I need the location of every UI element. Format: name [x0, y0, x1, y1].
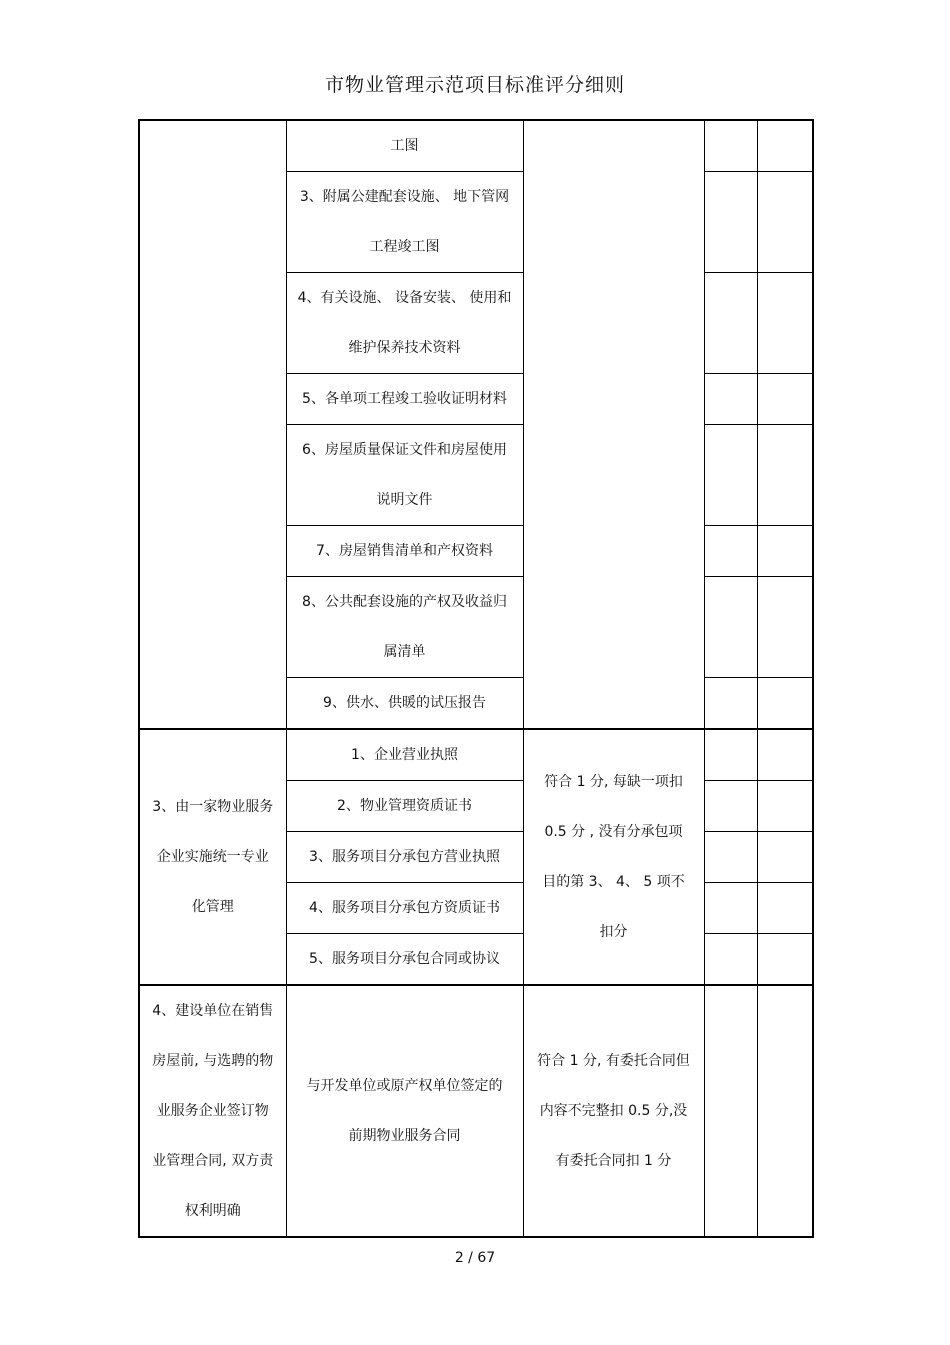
table-row: [139, 985, 813, 1237]
cell-line: 属清单: [383, 644, 426, 660]
page-number: 2 / 67: [454, 1250, 496, 1266]
score-cell: [704, 934, 757, 986]
score-cell: [704, 729, 757, 781]
item-cell: [286, 985, 523, 1237]
cell-line: 4、服务项目分承包方资质证书: [309, 900, 500, 916]
deduction-cell: [757, 425, 813, 526]
cell-line: 5、服务项目分承包合同或协议: [309, 951, 500, 967]
cell-line: 符合 1 分, 有委托合同但: [537, 1053, 690, 1069]
cell-line: 工程竣工图: [369, 239, 440, 255]
item-cell: [286, 729, 523, 781]
item-cell: [286, 273, 523, 374]
score-cell: [704, 172, 757, 273]
cell-line: 8、公共配套设施的产权及收益归: [302, 594, 507, 610]
cell-line: 企业实施统一专业: [156, 849, 269, 865]
criterion-cell: [139, 729, 286, 985]
cell-line: 有委托合同扣 1 分: [555, 1153, 672, 1169]
cell-line: 符合 1 分, 每缺一项扣: [544, 774, 683, 790]
cell-line: 扣分: [599, 924, 628, 940]
deduction-cell: [757, 883, 813, 934]
scoring-cell: [523, 729, 704, 985]
deduction-cell: [757, 374, 813, 425]
criterion-cell: [139, 120, 286, 729]
cell-line: 说明文件: [376, 492, 433, 508]
cell-line: 3、由一家物业服务: [152, 799, 274, 815]
score-cell: [704, 781, 757, 832]
item-cell: [286, 526, 523, 577]
cell-line: 5、各单项工程竣工验收证明材料: [302, 391, 507, 407]
cell-line: 业服务企业签订物: [156, 1103, 269, 1119]
deduction-cell: [757, 678, 813, 730]
cell-line: 9、供水、供暖的试压报告: [323, 695, 486, 711]
item-cell: [286, 120, 523, 172]
score-cell: [704, 883, 757, 934]
item-cell: [286, 172, 523, 273]
deduction-cell: [757, 120, 813, 172]
table-row: [139, 729, 813, 781]
item-cell: [286, 832, 523, 883]
scoring-cell: [523, 985, 704, 1237]
cell-line: 化管理: [191, 899, 234, 915]
cell-line: 2、物业管理资质证书: [337, 798, 472, 814]
cell-line: 房屋前, 与选聘的物: [152, 1053, 274, 1069]
cell-line: 与开发单位或原产权单位签定的: [306, 1078, 503, 1094]
score-cell: [704, 374, 757, 425]
cell-line: 内容不完整扣 0.5 分,没: [539, 1103, 688, 1119]
cell-line: 4、建设单位在销售: [152, 1003, 274, 1019]
criterion-cell: [139, 985, 286, 1237]
score-cell: [704, 678, 757, 730]
item-cell: [286, 374, 523, 425]
cell-line: 3、服务项目分承包方营业执照: [309, 849, 500, 865]
cell-line: 1、企业营业执照: [351, 747, 458, 763]
page-title: 市物业管理示范项目标准评分细则: [324, 74, 625, 96]
cell-line: 7、房屋销售清单和产权资料: [316, 543, 493, 559]
table-row: [139, 120, 813, 172]
cell-line: 4、有关设施、 设备安装、 使用和: [297, 290, 512, 306]
deduction-cell: [757, 985, 813, 1237]
deduction-cell: [757, 781, 813, 832]
deduction-cell: [757, 729, 813, 781]
item-cell: [286, 425, 523, 526]
cell-line: 业管理合同, 双方责: [152, 1153, 274, 1169]
cell-line: 目的第 3、 4、 5 项不: [542, 874, 685, 890]
score-cell: [704, 577, 757, 678]
item-cell: [286, 934, 523, 986]
cell-line: 3、附属公建配套设施、 地下管网: [299, 189, 510, 205]
deduction-cell: [757, 273, 813, 374]
scoring-cell: [523, 120, 704, 729]
deduction-cell: [757, 526, 813, 577]
cell-line: 权利明确: [184, 1203, 241, 1219]
cell-line: 维护保养技术资料: [348, 340, 461, 356]
deduction-cell: [757, 172, 813, 273]
item-cell: [286, 883, 523, 934]
score-cell: [704, 425, 757, 526]
deduction-cell: [757, 832, 813, 883]
scoring-table: [138, 119, 814, 1238]
deduction-cell: [757, 934, 813, 986]
deduction-cell: [757, 577, 813, 678]
cell-line: 前期物业服务合同: [348, 1128, 461, 1144]
score-cell: [704, 985, 757, 1237]
item-cell: [286, 577, 523, 678]
cell-line: 0.5 分 , 没有分承包项: [544, 824, 683, 840]
score-cell: [704, 832, 757, 883]
score-cell: [704, 526, 757, 577]
item-cell: [286, 781, 523, 832]
cell-line: 6、房屋质量保证文件和房屋使用: [302, 442, 507, 458]
item-cell: [286, 678, 523, 730]
score-cell: [704, 273, 757, 374]
score-cell: [704, 120, 757, 172]
cell-line: 工图: [390, 138, 419, 154]
